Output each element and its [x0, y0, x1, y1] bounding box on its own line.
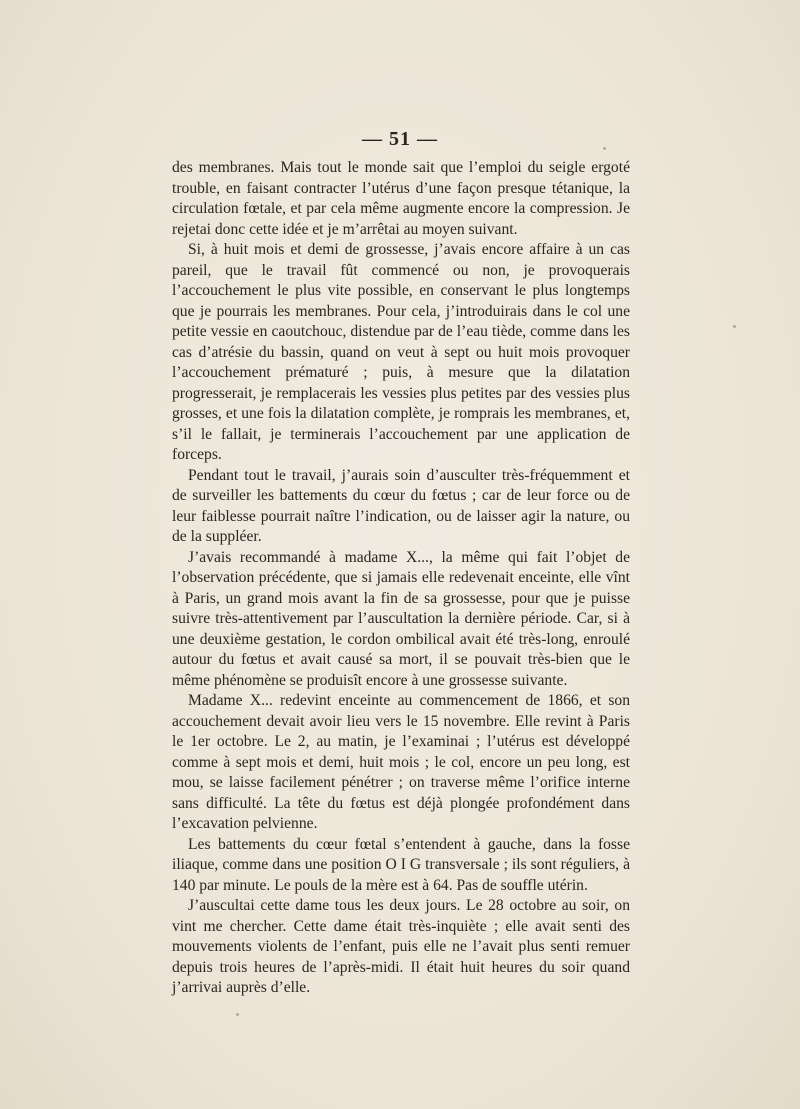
paragraph-6: Les battements du cœur fœtal s’entendent à gauche, dans la fosse iliaque, comme dans une position O I G transversale ; ils sont réguliers, à 140 par minute. Le pouls de la mère est à 64. Pas de souffle utérin.: [172, 835, 630, 894]
paragraph-3: Pendant tout le travail, j’aurais soin d’ausculter très-fréquemment et de surveiller les battements du cœur du fœtus ; car de leur force ou de leur faiblesse pourrait naître l’indication, ou de laisser agir la nature, ou de la suppléer.: [172, 466, 630, 545]
paper-speck: [733, 325, 736, 328]
paragraph-2: Si, à huit mois et demi de grossesse, j’avais encore affaire à un cas pareil, que le travail fût commencé ou non, je provoquerais l’accouchement le plus vite possible, en conservant le plus longtemps que je pourrais les membranes. Pour cela, j’introduirais dans le col une petite vessie en caoutchouc, distendue par de l’eau tiède, comme dans les cas d’atrésie du bassin, quand on veut à sept ou huit mois provoquer l’accouchement prématuré ; puis, à mesure que la dilatation progresserait, je remplacerais les vessies plus petites par des vessies plus grosses, et une fois la dilatation complète, je romprais les membranes, et, s’il le fallait, je terminerais l’accouchement par une application de forceps.: [172, 241, 630, 463]
paper-speck: [603, 147, 606, 150]
paragraph-1: des membranes. Mais tout le monde sait que l’emploi du seigle ergoté trouble, en faisant contracter l’utérus d’une façon presque tétanique, la circulation fœtale, et par cela même augmente encore la compression. Je rejetai donc cette idée et je m’arrêtai au moyen suivant.: [172, 159, 630, 238]
paragraph-4: J’avais recommandé à madame X..., la même qui fait l’objet de l’observation précédente, que si jamais elle redevenait enceinte, elle vînt à Paris, un grand mois avant la fin de sa grossesse, pour que je puisse suivre très-attentivement par l’auscultation la dernière période. Car, si à une deuxième gestation, le cordon ombilical avait été très-long, enroulé autour du fœtus et avait causé sa mort, il se pouvait très-bien que le même phénomène se produisît encore à une grossesse suivante.: [172, 548, 630, 689]
paper-speck: [236, 1013, 239, 1016]
page-number: — 51 —: [362, 128, 438, 150]
paragraph-5: Madame X... redevint enceinte au commencement de 1866, et son accouchement devait avoir lieu vers le 15 novembre. Elle revint à Paris le 1er octobre. Le 2, au matin, je l’examinai ; l’utérus est développé comme à sept mois et demi, huit mois ; le col, encore un peu long, est mou, se laisse facilement pénétrer ; on traverse même l’orifice interne sans difficulté. La tête du fœtus est déjà plongée profondément dans l’excavation pelvienne.: [172, 692, 630, 832]
paragraph-7: J’auscultai cette dame tous les deux jours. Le 28 octobre au soir, on vint me chercher. Cette dame était très-inquiète ; elle avait senti des mouvements violents de l’enfant, puis elle ne l’avait plus senti remuer depuis trois heures de l’après-midi. Il était huit heures du soir quand j’arrivai auprès d’elle.: [172, 897, 630, 996]
body-text: [172, 158, 630, 999]
